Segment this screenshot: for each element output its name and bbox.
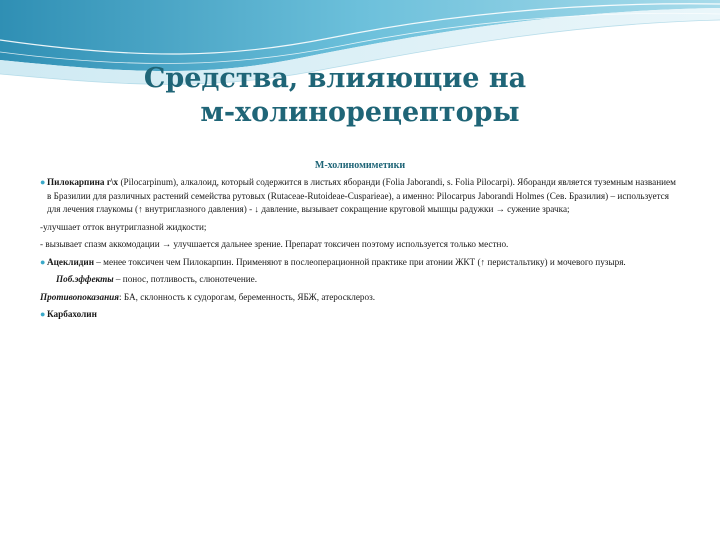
pilocarpine-text: (Pilocarpinum), алкалоид, который содержится в листьях яборанди (Folia Jaborandi, s. Folia Pilocarpi). Яборанди является туземным названием в Бразилии для различных растений семейства рутовых (Rutaceae-Rutoideae-Cusparieae), а именно: Pilocarpus Jaborandi Holmes (Сев. Бразилия) – используется для лечения глаукомы (↑ внутриглазного давления) - ↓ давление, вызывает сокращение круговой мышцы радужки → сужение зрачка; (47, 177, 676, 214)
carbachol-name: Карбахолин (47, 309, 97, 319)
slide-title (0, 62, 720, 130)
slide-body (40, 176, 680, 322)
aceclidine-text: – менее токсичен чем Пилокарпин. Применяют в послеоперационной практике при атонии ЖКТ (↑ перистальтику) и мочевого пузыря. (93, 256, 626, 267)
side-effects-label: Поб.эффекты (56, 274, 114, 284)
title-line-2: м-холинорецепторы (200, 97, 520, 128)
effect-outflow: -улучшает отток внутриглазной жидкости; (40, 221, 207, 232)
side-effects-text: – понос, потливость, слюнотечение. (113, 274, 258, 284)
side-effects-line (40, 273, 680, 287)
aceclidine-paragraph (40, 256, 680, 270)
pilocarpine-paragraph (40, 176, 680, 217)
contraindications-label: Противопоказания (40, 291, 120, 302)
bullet-icon: ● (40, 309, 46, 319)
bullet-icon: ● (40, 177, 46, 187)
contraindications-text: : БА, склонность к судорогам, беременность, ЯБЖ, атеросклероз. (119, 291, 376, 302)
bullet-icon: ● (40, 256, 46, 267)
pilocarpine-name: Пилокарпина г\х (47, 177, 119, 187)
carbachol-item (40, 308, 680, 322)
aceclidine-name: Ацеклидин (47, 256, 94, 267)
section-subheading: М-холиномиметики (314, 160, 406, 171)
effect-accommodation: - вызывает спазм аккомодации → улучшается дальнее зрение. Препарат токсичен поэтому используется только местно. (40, 239, 509, 249)
title-line-1: Средства, влияющие на (143, 63, 527, 94)
contraindications-line (40, 291, 680, 305)
